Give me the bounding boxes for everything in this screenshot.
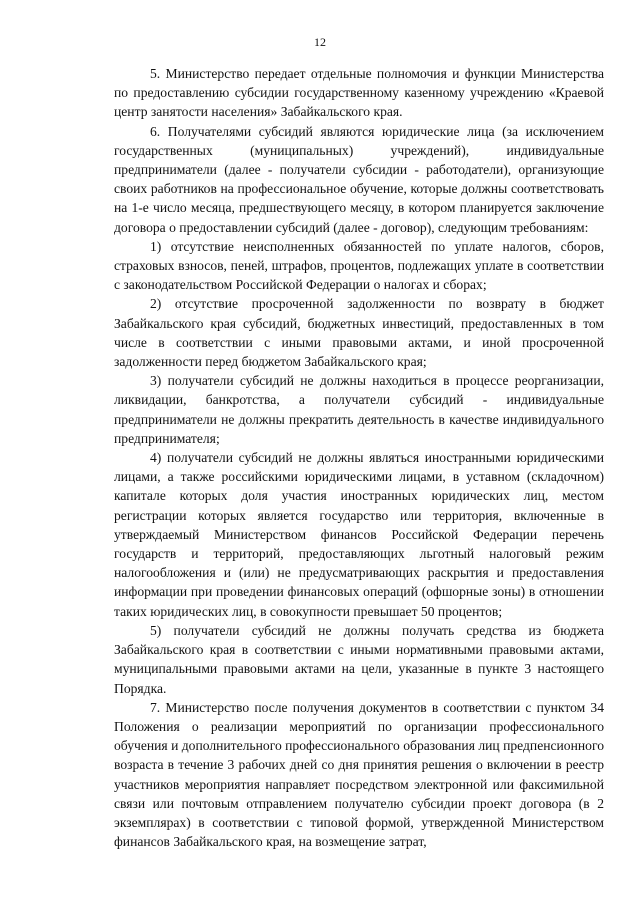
paragraph-clause-7: 7. Министерство после получения документов в соответствии с пунктом 34 Положения о реализации мероприятий по организации профессионального обучения и дополнительного профессионального образования лиц предпенсионного возраста в течение 3 рабочих дней со дня принятия решения о включении в реестр участников мероприятия направляет посредством электронной или факсимильной связи или почтовым отправлением получателю субсидии проект договора (в 2 экземплярах) в соответствии с типовой формой, утвержденной Министерством финансов Забайкальского края, на возмещение затрат, (114, 699, 604, 850)
paragraph-clause-5: 5. Министерство передает отдельные полномочия и функции Министерства по предоставлению субсидии государственному казенному учреждению «Краевой центр занятости населения» Забайкальского края. (114, 66, 604, 120)
page-number: 12 (314, 35, 326, 49)
paragraph-requirement-3: 3) получатели субсидий не должны находиться в процессе реорганизации, ликвидации, банкротства, а получатели субсидий - индивидуальные предприниматели не должны прекратить деятельность в качестве индивидуального предпринимателя; (114, 373, 604, 446)
paragraph-requirement-4: 4) получатели субсидий не должны являться иностранными юридическими лицами, а также российскими юридическими лицами, в уставном (складочном) капитале которых доля участия иностранных юридических лиц, местом регистрации которых является государство или территория, включенные в утверждаемый Министерством финансов Российской Федерации перечень государств и территорий, предоставляющих льготный налоговый режим налогообложения и (или) не предусматривающих раскрытия и предоставления информации при проведении финансовых операций (офшорные зоны) в отношении таких юридических лиц, в совокупности превышает 50 процентов; (114, 450, 604, 619)
paragraph-requirement-1: 1) отсутствие неисполненных обязанностей по уплате налогов, сборов, страховых взносов, пеней, штрафов, процентов, подлежащих уплате в соответствии с законодательством Российской Федерации о налогах и сборах; (114, 238, 604, 293)
document-body (114, 64, 604, 851)
paragraph-clause-6: 6. Получателями субсидий являются юридические лица (за исключением государственных (муниципальных) учреждений), индивидуальные предприниматели (далее - получатели субсидии - работодатели), организующие своих работников на профессиональное обучение, которые должны соответствовать на 1-е число месяца, предшествующего месяцу, в котором планируется заключение договора о предоставлении субсидий (далее - договор), следующим требованиям: (114, 123, 604, 235)
paragraph-requirement-2: 2) отсутствие просроченной задолженности по возврату в бюджет Забайкальского края субсидий, бюджетных инвестиций, предоставленных в том числе в соответствии с иными правовыми актами, и иной просроченной задолженности перед бюджетом Забайкальского края; (114, 296, 604, 370)
paragraph-requirement-5: 5) получатели субсидий не должны получать средства из бюджета Забайкальского края в соответствии с иными нормативными правовыми актами, муниципальными правовыми актами на цели, указанные в пункте 3 настоящего Порядка. (114, 622, 604, 696)
